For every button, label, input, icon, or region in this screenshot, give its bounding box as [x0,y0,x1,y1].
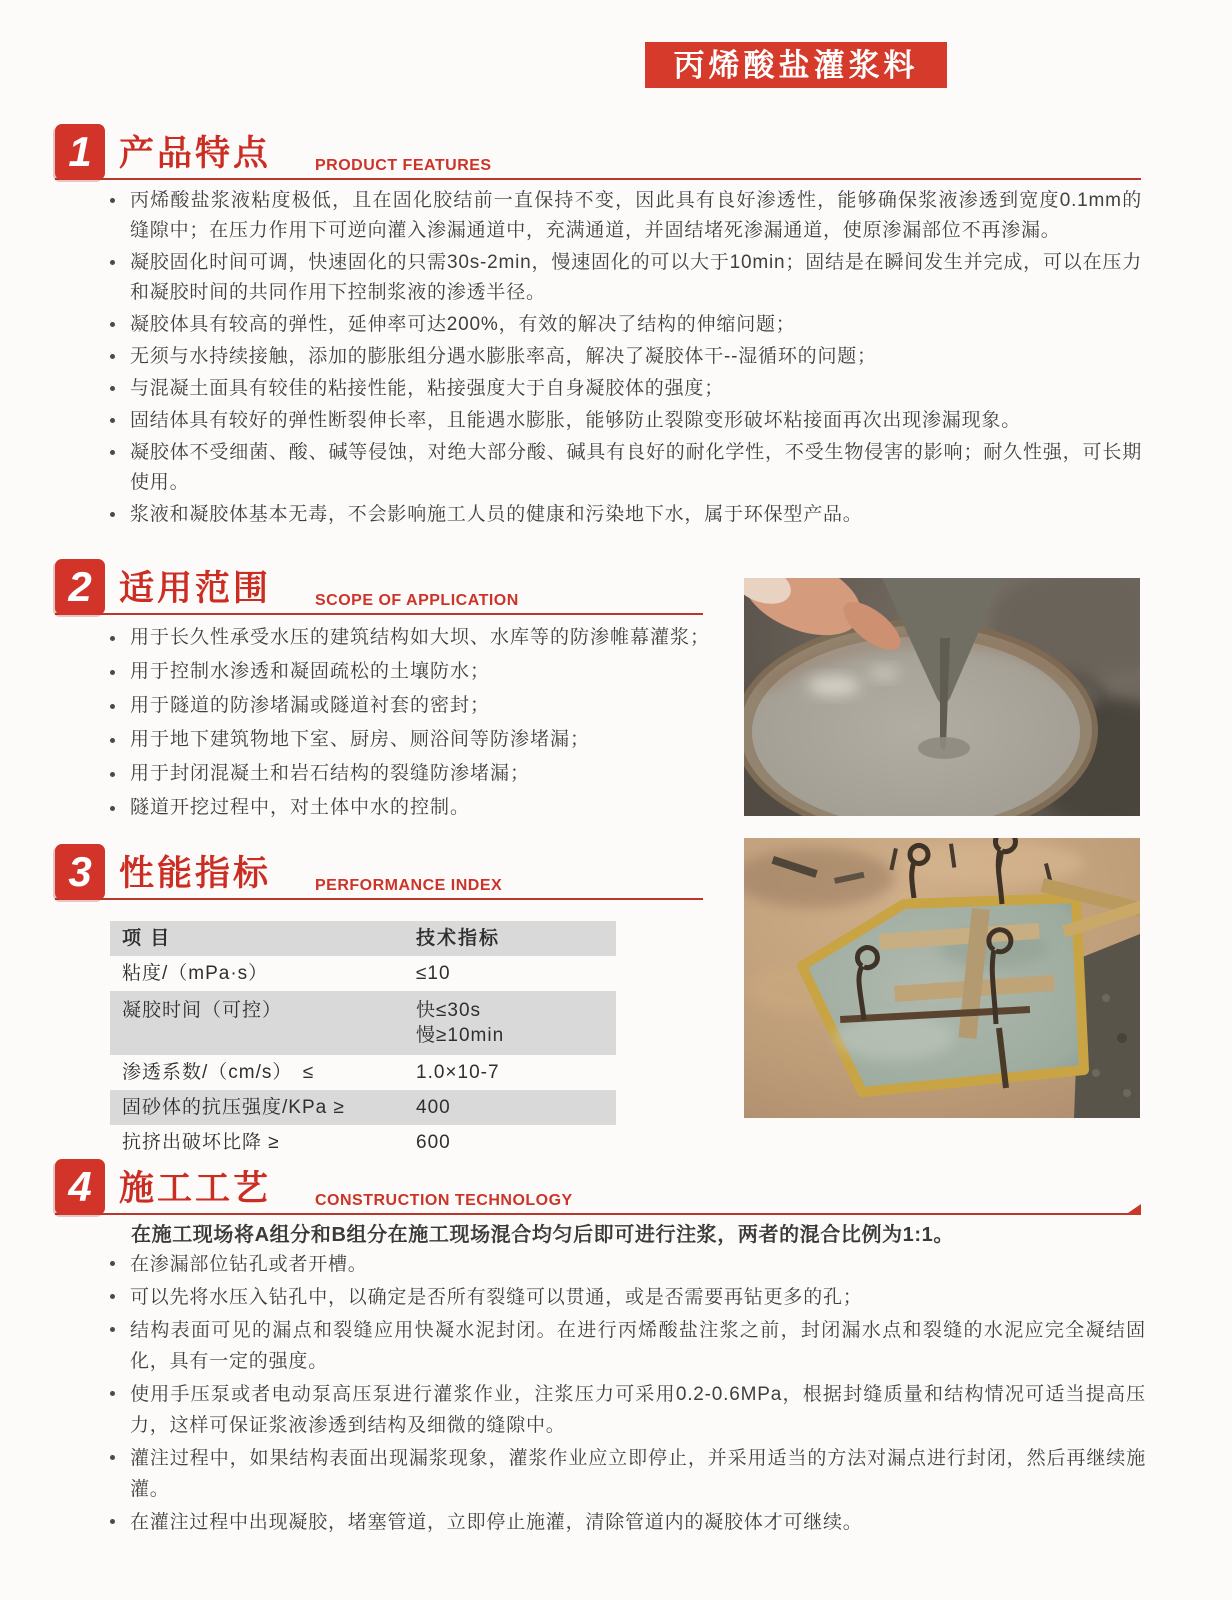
list-item [102,310,1142,340]
list-item-text: 凝胶固化时间可调，快速固化的只需30s-2min，慢速固化的可以大于10min；固结是在瞬间发生并完成，可以在压力和凝胶时间的共同作用下控制浆液的渗透半径。 [130,252,1142,303]
list-item [102,500,1142,530]
spec-value: 400 [416,1097,451,1118]
spec-value: 1.0×10-7 [416,1062,500,1083]
bullet-dot-icon [110,1294,115,1299]
spec-table-row [110,1125,616,1160]
bullet-dot-icon [110,636,115,641]
list-item-text: 可以先将水压入钻孔中，以确定是否所有裂缝可以贯通，或是否需要再钻更多的孔； [130,1287,863,1308]
formwork-grouting-photo [744,838,1140,1118]
bullet-dot-icon [110,1519,115,1524]
list-item-text: 凝胶体不受细菌、酸、碱等侵蚀，对绝大部分酸、碱具有良好的耐化学性，不受生物侵害的影响；耐久性强，可长期使用。 [130,442,1142,493]
product-title-banner: 丙烯酸盐灌浆料 [645,42,947,88]
construction-steps-list [102,1249,1146,1540]
bullet-dot-icon [110,1455,115,1460]
list-item [102,374,1142,404]
section-2-underline [55,613,703,615]
spec-table-row [110,1090,616,1125]
bullet-dot-icon [110,260,115,265]
list-item-text: 用于控制水渗透和凝固疏松的土壤防水； [130,661,491,682]
bullet-dot-icon [110,1261,115,1266]
list-item-text: 丙烯酸盐浆液粘度极低，且在固化胶结前一直保持不变，因此具有良好渗透性，能够确保浆液渗透到宽度0.1mm的缝隙中；在压力作用下可逆向灌入渗漏通道中，充满通道，并固结堵死渗漏通道，使原渗漏部位不再渗漏。 [130,190,1142,241]
bullet-dot-icon [110,386,115,391]
list-item-text: 用于封闭混凝土和岩石结构的裂缝防渗堵漏； [130,763,531,784]
list-item [102,726,727,753]
list-item-text: 在渗漏部位钻孔或者开槽。 [130,1254,368,1275]
spec-label: 固砂体的抗压强度/KPa ≥ [122,1097,345,1118]
list-item [102,760,727,787]
section-1-subtitle-en: PRODUCT FEATURES [315,157,492,174]
bullet-dot-icon [110,322,115,327]
section-2-subtitle-en: SCOPE OF APPLICATION [315,592,519,609]
section-3-subtitle-en: PERFORMANCE INDEX [315,877,503,894]
bullet-dot-icon [110,1327,115,1332]
bullet-dot-icon [110,738,115,743]
list-item [102,624,727,651]
spec-table-header-row [110,921,616,956]
list-item-text: 灌注过程中，如果结构表面出现漏浆现象，灌浆作业应立即停止，并采用适当的方法对漏点进行封闭，然后再继续施灌。 [130,1448,1146,1500]
scope-of-application-list [102,624,727,828]
list-item [102,658,727,685]
section-2-header [55,557,703,615]
section-4-subtitle-en: CONSTRUCTION TECHNOLOGY [315,1192,573,1209]
list-item [102,248,1142,308]
list-item-text: 用于隧道的防渗堵漏或隧道衬套的密封； [130,695,491,716]
list-item [102,438,1142,498]
section-3-title: 性能指标 [119,854,272,893]
bullet-dot-icon [110,512,115,517]
bullet-dot-icon [110,1391,115,1396]
list-item [102,1507,1146,1538]
spec-label: 凝胶时间（可控） [122,1000,283,1021]
slurry-mixing-photo [744,578,1140,816]
list-item-text: 固结体具有较好的弹性断裂伸长率，且能遇水膨胀，能够防止裂隙变形破坏粘接面再次出现渗漏现象。 [130,410,1022,431]
list-item-text: 与混凝土面具有较佳的粘接性能，粘接强度大于自身凝胶体的强度； [130,378,725,399]
spec-value: 600 [416,1132,451,1153]
spec-value: ≤10 [416,963,451,984]
spec-table-row [110,991,616,1055]
list-item-text: 在灌注过程中出现凝胶，堵塞管道，立即停止施灌，清除管道内的凝胶体才可继续。 [130,1512,863,1533]
list-item [102,342,1142,372]
list-item [102,1379,1146,1441]
bullet-dot-icon [110,198,115,203]
section-3-underline [55,898,703,900]
section-4-title: 施工工艺 [119,1169,272,1208]
spec-label: 粘度/（mPa·s） [122,963,269,984]
list-item-text: 无须与水持续接触，添加的膨胀组分遇水膨胀率高，解决了凝胶体干--湿循环的问题； [130,346,877,367]
list-item [102,692,727,719]
list-item-text: 浆液和凝胶体基本无毒，不会影响施工人员的健康和污染地下水，属于环保型产品。 [130,504,863,525]
spec-value: 快≤30s 慢≥10min [416,1000,505,1046]
bullet-dot-icon [110,354,115,359]
section-4-number-badge: 4 [55,1159,105,1215]
list-item-text: 结构表面可见的漏点和裂缝应用快凝水泥封闭。在进行丙烯酸盐注浆之前，封闭漏水点和裂缝的水泥应完全凝结固化，具有一定的强度。 [130,1320,1146,1372]
list-item-text: 用于地下建筑物地下室、厨房、厕浴间等防渗堵漏； [130,729,591,750]
bullet-dot-icon [110,772,115,777]
list-item [102,794,727,821]
section-3-number-badge: 3 [55,844,105,900]
bullet-dot-icon [110,450,115,455]
list-item [102,1282,1146,1313]
list-item [102,1443,1146,1505]
bullet-dot-icon [110,704,115,709]
spec-label: 渗透系数/（cm/s） ≤ [122,1062,315,1083]
spec-table-row [110,1055,616,1090]
spec-table-row [110,956,616,991]
section-2-title: 适用范围 [119,569,272,608]
list-item [102,186,1142,246]
section-4-header [55,1157,1141,1215]
section-1-underline [55,178,1141,180]
list-item-text: 隧道开挖过程中，对土体中水的控制。 [130,797,471,818]
performance-index-table [110,921,616,1160]
section-4-underline [55,1213,1141,1215]
spec-table-header-cell: 项 目 [122,928,172,949]
list-item-text: 使用手压泵或者电动泵高压泵进行灌浆作业，注浆压力可采用0.2-0.6MPa，根据封缝质量和结构情况可适当提高压力，这样可保证浆液渗透到结构及细微的缝隙中。 [130,1384,1146,1436]
list-item [102,1315,1146,1377]
bullet-dot-icon [110,670,115,675]
spec-label: 抗挤出破坏比降 ≥ [122,1132,280,1153]
bullet-dot-icon [110,806,115,811]
list-item [102,1249,1146,1280]
product-features-list [102,186,1142,532]
bullet-dot-icon [110,418,115,423]
construction-intro-text: 在施工现场将A组分和B组分在施工现场混合均匀后即可进行注浆，两者的混合比例为1:1。 [131,1224,954,1246]
section-2-number-badge: 2 [55,559,105,615]
section-1-number-badge: 1 [55,124,105,180]
section-3-header [55,842,703,900]
section-1-header [55,122,1141,180]
list-item-text: 凝胶体具有较高的弹性，延伸率可达200%，有效的解决了结构的伸缩问题； [130,314,796,335]
spec-table-header-cell: 技术指标 [416,928,501,949]
list-item-text: 用于长久性承受水压的建筑结构如大坝、水库等的防渗帷幕灌浆； [130,627,711,648]
section-1-title: 产品特点 [119,134,272,173]
list-item [102,406,1142,436]
